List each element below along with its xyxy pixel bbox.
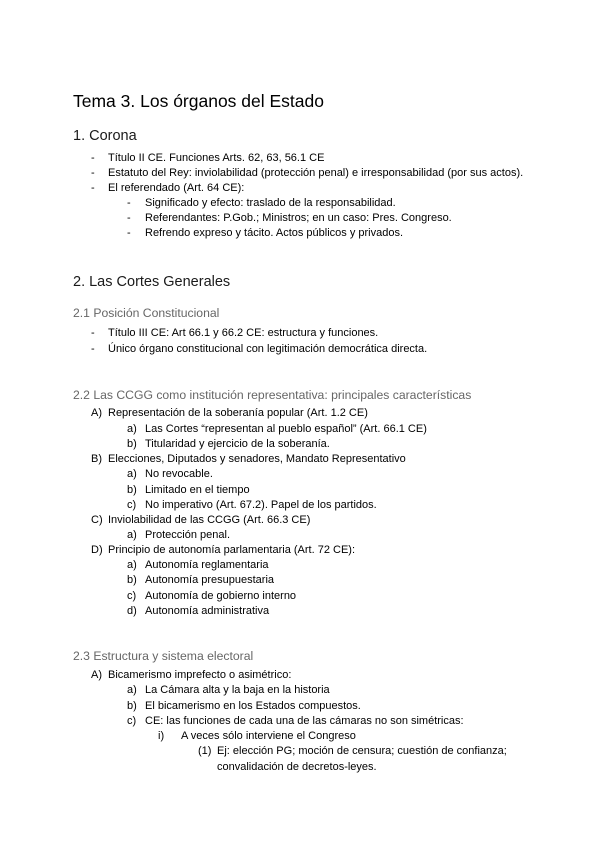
bullet-marker: - — [127, 197, 131, 209]
list-marker: C) — [91, 514, 103, 526]
list-marker: d) — [127, 605, 137, 617]
section-heading-cortes: 2. Las Cortes Generales — [73, 274, 231, 290]
list-item: Autonomía de gobierno interno — [145, 590, 297, 602]
list-marker: b) — [127, 700, 137, 712]
list-marker: a) — [127, 559, 137, 571]
list-item: Las Cortes “representan al pueblo español” (Art. 66.1 CE) — [145, 423, 427, 435]
bullet-marker: - — [91, 343, 95, 355]
list-item: Protección penal. — [145, 529, 230, 541]
list-item: Título II CE. Funciones Arts. 62, 63, 56.1 CE — [108, 152, 325, 164]
list-item: No imperativo (Art. 67.2). Papel de los partidos. — [145, 499, 377, 511]
list-item: No revocable. — [145, 468, 213, 480]
list-item: Refrendo expreso y tácito. Actos públicos y privados. — [145, 227, 404, 239]
subsection-heading-posicion: 2.1 Posición Constitucional — [73, 306, 220, 320]
list-item: Autonomía administrativa — [145, 605, 270, 617]
list-item: Título III CE: Art 66.1 y 66.2 CE: estructura y funciones. — [108, 327, 379, 339]
list-item: Ej: elección PG; moción de censura; cuestión de confianza; — [217, 745, 507, 757]
subsection-heading-estructura: 2.3 Estructura y sistema electoral — [73, 649, 254, 663]
list-marker: (1) — [198, 745, 212, 757]
bullet-marker: - — [91, 152, 95, 164]
page-title: Tema 3. Los órganos del Estado — [73, 91, 324, 111]
list-item: La Cámara alta y la baja en la historia — [145, 684, 330, 696]
list-marker: b) — [127, 574, 137, 586]
list-marker: a) — [127, 529, 137, 541]
list-item: Estatuto del Rey: inviolabilidad (protección penal) e irresponsabilidad (por sus actos). — [108, 167, 524, 179]
list-item: El referendado (Art. 64 CE): — [108, 182, 245, 194]
bullet-marker: - — [127, 212, 131, 224]
list-item: Referendantes: P.Gob.; Ministros; en un caso: Pres. Congreso. — [145, 212, 452, 224]
list-marker: B) — [91, 453, 102, 465]
list-item: Limitado en el tiempo — [145, 484, 250, 496]
list-marker: a) — [127, 684, 137, 696]
list-marker: c) — [127, 590, 137, 602]
list-item: Autonomía presupuestaria — [145, 574, 275, 586]
list-marker: b) — [127, 438, 137, 450]
subsection-heading-representativa: 2.2 Las CCGG como institución representativa: principales características — [73, 388, 472, 402]
list-marker: A) — [91, 669, 102, 681]
list-marker: D) — [91, 544, 103, 556]
list-item: Único órgano constitucional con legitimación democrática directa. — [108, 343, 428, 355]
list-item: Bicamerismo imprefecto o asimétrico: — [108, 669, 292, 681]
list-item: CE: las funciones de cada una de las cámaras no son simétricas: — [145, 715, 464, 727]
bullet-marker: - — [91, 182, 95, 194]
list-item-continuation: convalidación de decretos-leyes. — [217, 761, 377, 773]
list-item: Representación de la soberanía popular (Art. 1.2 CE) — [108, 407, 368, 419]
list-item: Titularidad y ejercicio de la soberanía. — [145, 438, 330, 450]
list-marker: a) — [127, 423, 137, 435]
list-item: Principio de autonomía parlamentaria (Art. 72 CE): — [108, 544, 356, 556]
bullet-marker: - — [91, 167, 95, 179]
list-marker: c) — [127, 499, 137, 511]
list-marker: a) — [127, 468, 137, 480]
bullet-marker: - — [91, 327, 95, 339]
list-item: Elecciones, Diputados y senadores, Mandato Representativo — [108, 453, 406, 465]
list-marker: b) — [127, 484, 137, 496]
list-marker: c) — [127, 715, 137, 727]
list-item: Inviolabilidad de las CCGG (Art. 66.3 CE) — [108, 514, 311, 526]
list-marker: A) — [91, 407, 102, 419]
list-item: A veces sólo interviene el Congreso — [181, 730, 356, 742]
list-marker: i) — [158, 730, 165, 742]
list-item: El bicamerismo en los Estados compuestos. — [145, 700, 361, 712]
list-item: Significado y efecto: traslado de la responsabilidad. — [145, 197, 396, 209]
section-heading-corona: 1. Corona — [73, 128, 137, 144]
list-item: Autonomía reglamentaria — [145, 559, 269, 571]
bullet-marker: - — [127, 227, 131, 239]
